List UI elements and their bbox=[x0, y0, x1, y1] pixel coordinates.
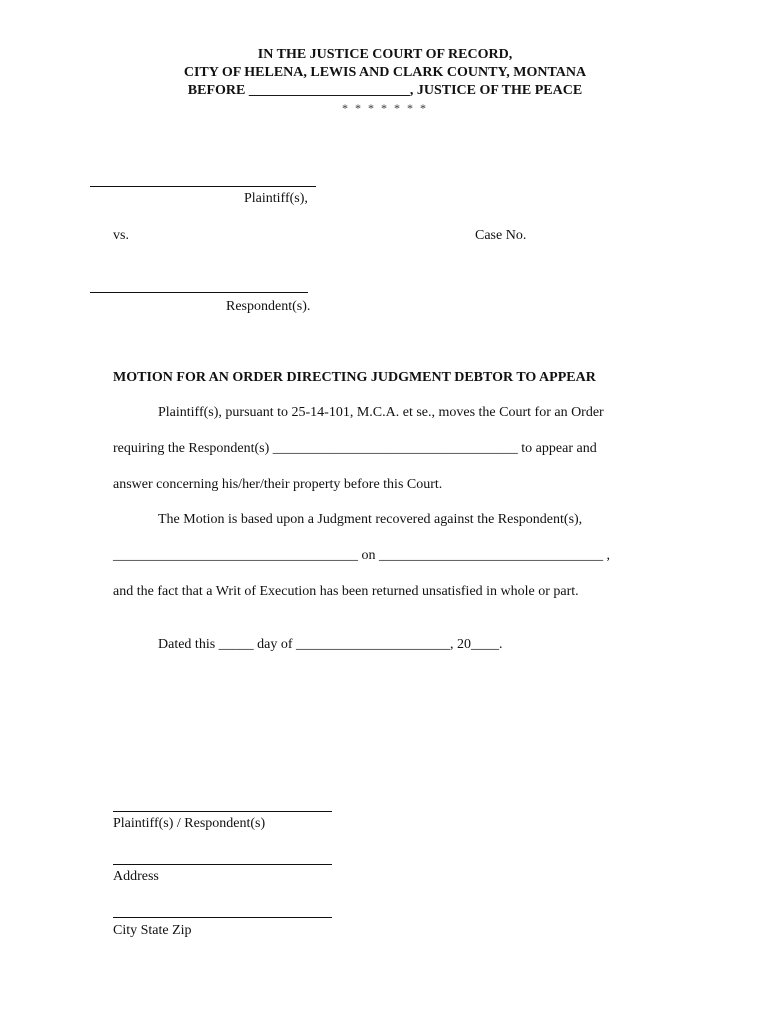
signature-name-label: Plaintiff(s) / Respondent(s) bbox=[113, 816, 266, 831]
motion-paragraph-1-line-1: Plaintiff(s), pursuant to 25-14-101, M.C.A. et se., moves the Court for an Order bbox=[158, 405, 604, 420]
vs-label: vs. bbox=[113, 228, 129, 243]
motion-paragraph-1-line-2: requiring the Respondent(s) ___________________________________ to appear and bbox=[113, 441, 597, 456]
motion-paragraph-1-line-3: answer concerning his/her/their property before this Court. bbox=[113, 477, 443, 492]
city-state-zip-label: City State Zip bbox=[113, 923, 192, 938]
court-title: IN THE JUSTICE COURT OF RECORD, bbox=[257, 47, 513, 62]
address-label: Address bbox=[113, 869, 159, 884]
motion-title: MOTION FOR AN ORDER DIRECTING JUDGMENT DEBTOR TO APPEAR bbox=[113, 370, 596, 385]
respondent-label: Respondent(s). bbox=[226, 299, 311, 314]
motion-paragraph-2-line-2: ___________________________________ on ________________________________ , bbox=[113, 548, 610, 563]
dated-line: Dated this _____ day of ______________________, 20____. bbox=[158, 637, 503, 652]
motion-paragraph-2-line-3: and the fact that a Writ of Execution has been returned unsatisfied in whole or part. bbox=[113, 584, 579, 599]
motion-paragraph-2-line-1: The Motion is based upon a Judgment recovered against the Respondent(s), bbox=[158, 512, 583, 527]
court-location: CITY OF HELENA, LEWIS AND CLARK COUNTY, MONTANA bbox=[183, 65, 587, 80]
court-before-line: BEFORE _______________________, JUSTICE OF THE PEACE bbox=[187, 83, 583, 98]
caption-separator: * * * * * * * bbox=[342, 101, 428, 115]
plaintiff-label: Plaintiff(s), bbox=[244, 191, 308, 206]
respondent-name-line[interactable] bbox=[90, 292, 308, 293]
case-number-label: Case No. bbox=[475, 228, 527, 243]
address-line[interactable] bbox=[113, 864, 332, 865]
plaintiff-name-line[interactable] bbox=[90, 186, 316, 187]
city-state-zip-line[interactable] bbox=[113, 917, 332, 918]
signature-line[interactable] bbox=[113, 811, 332, 812]
